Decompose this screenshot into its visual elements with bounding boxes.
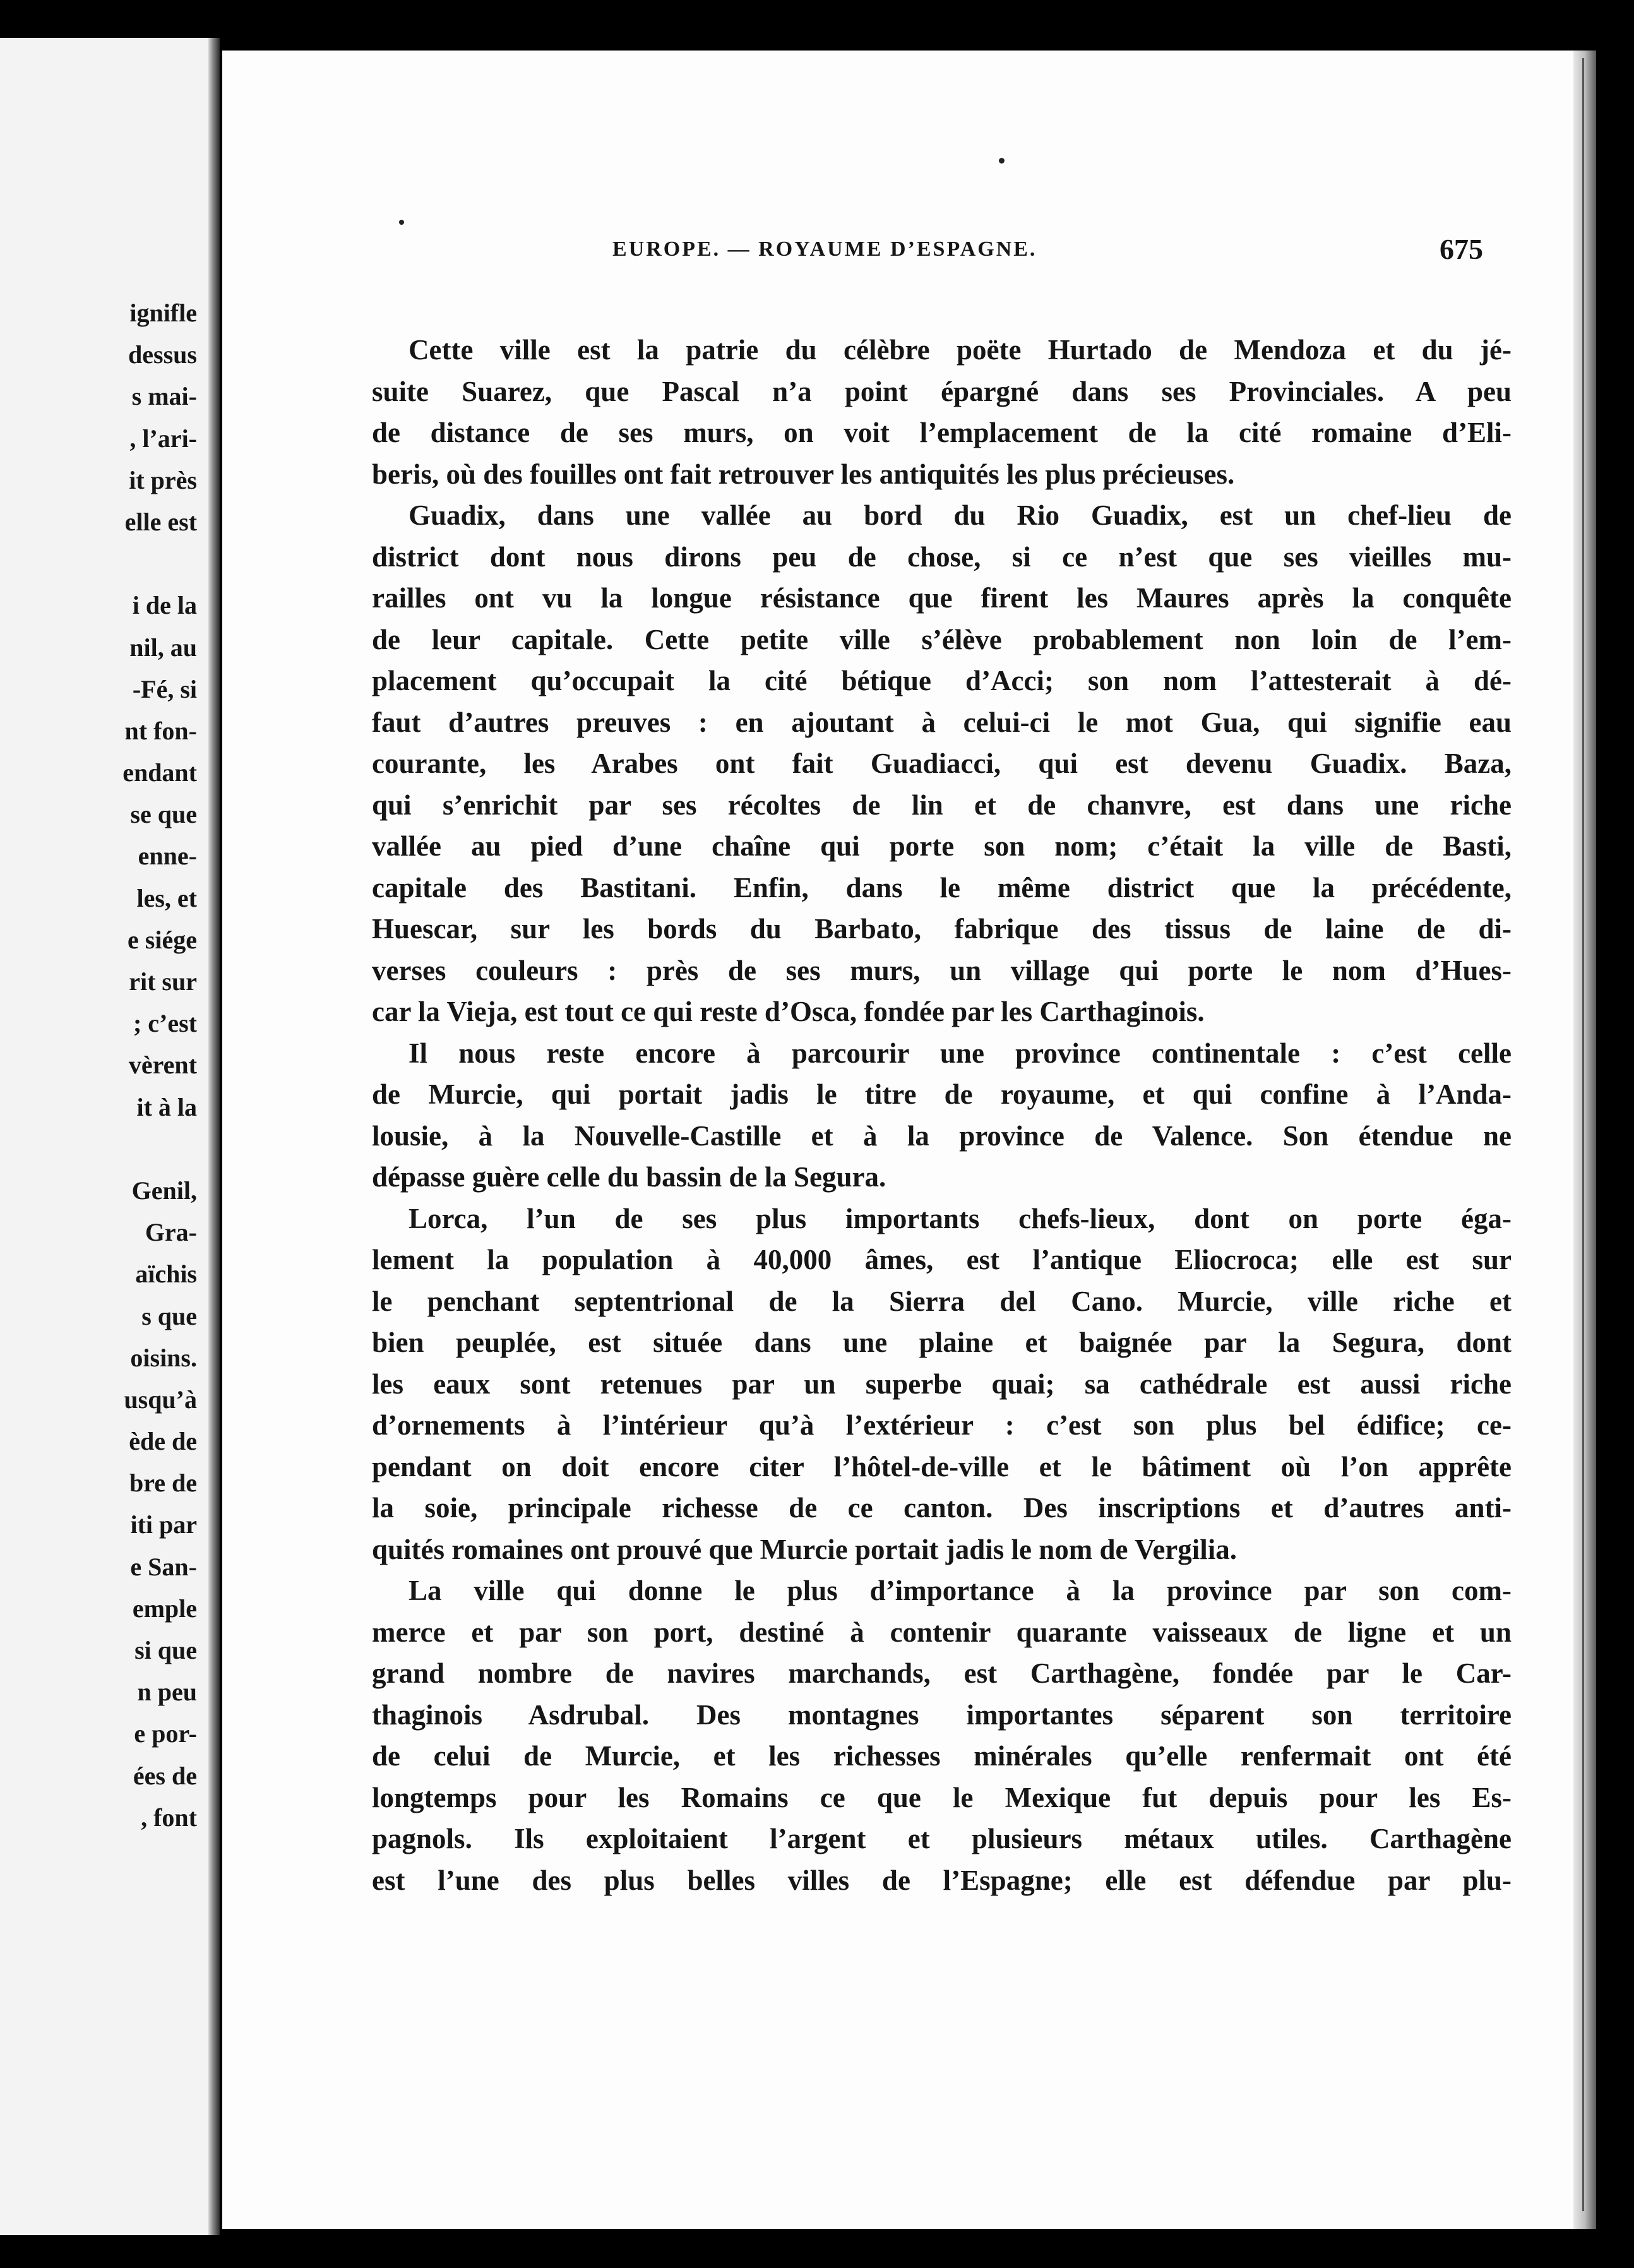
facing-page-line <box>122 543 197 585</box>
text-line: Cette ville est la patrie du célèbre poëte Hurtado de Mendoza et du jé- <box>408 334 1512 366</box>
facing-page-line: si que <box>134 1636 197 1664</box>
facing-page-line: dessus <box>128 340 197 369</box>
text-line: district dont nous dirons peu de chose, si ce n’est que ses vieilles mu- <box>372 540 1512 573</box>
text-line: railles ont vu la longue résistance que firent les Maures après la conquête <box>372 582 1512 614</box>
text-line: verses couleurs : près de ses murs, un village qui porte le nom d’Hues- <box>372 954 1512 986</box>
facing-page-line: bre de <box>129 1469 197 1498</box>
paragraph <box>372 1570 1512 1901</box>
body-text <box>372 330 1512 1901</box>
facing-page-line: endant <box>122 758 197 787</box>
facing-page-line: ées de <box>133 1761 197 1790</box>
facing-page-line: emple <box>132 1594 197 1623</box>
facing-page-line: nt fon- <box>124 716 197 745</box>
facing-page-line: n peu <box>137 1678 197 1707</box>
facing-page-line: rit sur <box>129 967 197 996</box>
paragraph <box>372 1033 1512 1198</box>
facing-page-line: e San- <box>130 1552 197 1581</box>
text-line: thaginois Asdrubal. Des montagnes importantes séparent son territoire <box>372 1698 1512 1731</box>
text-line: placement qu’occupait la cité bétique d’Acci; son nom l’attesterait à dé- <box>372 665 1512 696</box>
facing-page-line: , l’ari- <box>129 424 197 453</box>
text-line: Huescar, sur les bords du Barbato, fabrique des tissus de laine de di- <box>372 913 1512 945</box>
text-line: beris, où des fouilles ont fait retrouver les antiquités les plus précieuses. <box>372 458 1235 490</box>
text-line: car la Vieja, est tout ce qui reste d’Osca, fondée par les Carthaginois. <box>372 996 1205 1027</box>
text-line: La ville qui donne le plus d’importance à la province par son com- <box>408 1575 1512 1606</box>
facing-page-line: , font <box>141 1803 197 1832</box>
text-line: capitale des Bastitani. Enfin, dans le même district que la précédente, <box>372 871 1512 904</box>
text-line: lement la population à 40,000 âmes, est l’antique Eliocroca; elle est sur <box>372 1244 1512 1275</box>
text-line: de Murcie, qui portait jadis le titre de royaume, et qui confine à l’Anda- <box>372 1078 1512 1110</box>
facing-page-line: nil, au <box>129 633 197 662</box>
text-line: d’ornements à l’intérieur qu’à l’extérieur : c’est son plus bel édifice; ce- <box>372 1409 1512 1441</box>
text-line: merce et par son port, destiné à contenir quarante vaisseaux de ligne et un <box>372 1616 1512 1648</box>
facing-page-text-fragments <box>122 292 197 1839</box>
facing-page-line: ède de <box>129 1427 197 1456</box>
facing-page-line: se que <box>130 800 197 829</box>
facing-page-line: Genil, <box>131 1176 197 1205</box>
facing-page-line <box>122 1128 197 1170</box>
facing-page-line: -Fé, si <box>132 674 197 703</box>
facing-page-line: i de la <box>132 591 197 620</box>
paragraph <box>372 495 1512 1033</box>
facing-page-line: s mai- <box>131 382 197 411</box>
facing-page-line: s que <box>141 1301 197 1330</box>
text-line: pendant on doit encore citer l’hôtel-de-ville et le bâtiment où l’on apprête <box>372 1450 1512 1483</box>
facing-page-line: vèrent <box>128 1051 197 1080</box>
ink-speck <box>399 220 404 225</box>
text-line: les eaux sont retenues par un superbe quai; sa cathédrale est aussi riche <box>372 1368 1512 1400</box>
page <box>222 51 1573 2229</box>
text-line: faut d’autres preuves : en ajoutant à celui-ci le mot Gua, qui signifie eau <box>372 706 1512 738</box>
text-line: suite Suarez, que Pascal n’a point épargné dans ses Provinciales. A peu <box>372 375 1512 407</box>
text-line: Il nous reste encore à parcourir une province continentale : c’est celle <box>408 1037 1512 1069</box>
text-line: qui s’enrichit par ses récoltes de lin et de chanvre, est dans une riche <box>372 789 1512 821</box>
paragraph <box>372 1198 1512 1571</box>
text-line: de celui de Murcie, et les richesses minérales qu’elle renfermait ont été <box>372 1740 1512 1772</box>
text-line: grand nombre de navires marchands, est Carthagène, fondée par le Car- <box>372 1657 1512 1689</box>
facing-page-line: it à la <box>136 1092 197 1121</box>
text-line: le penchant septentrional de la Sierra del Cano. Murcie, ville riche et <box>372 1285 1512 1317</box>
facing-page-line: Gra- <box>145 1218 197 1247</box>
text-line: quités romaines ont prouvé que Murcie portait jadis le nom de Vergilia. <box>372 1533 1237 1565</box>
facing-page-line: iti par <box>130 1510 197 1539</box>
facing-page-line: les, et <box>136 883 197 912</box>
text-line: longtemps pour les Romains ce que le Mexique fut depuis pour les Es- <box>372 1781 1512 1813</box>
page-number: 675 <box>1440 233 1483 265</box>
facing-page-line: oisins. <box>130 1343 197 1372</box>
text-line: de distance de ses murs, on voit l’emplacement de la cité romaine d’Eli- <box>372 417 1512 448</box>
facing-page-line: it près <box>129 465 197 494</box>
text-line: de leur capitale. Cette petite ville s’élève probablement non loin de l’em- <box>372 623 1512 655</box>
facing-page-line: usqu’à <box>124 1385 197 1414</box>
facing-page-line: e siége <box>128 925 197 954</box>
book-gutter <box>208 38 220 2235</box>
text-line: bien peuplée, est située dans une plaine et baignée par la Segura, dont <box>372 1327 1512 1358</box>
page-edge-line <box>1582 58 1584 2211</box>
text-line: courante, les Arabes ont fait Guadiacci, qui est devenu Guadix. Baza, <box>372 748 1512 779</box>
facing-page-line: aïchis <box>135 1260 197 1289</box>
text-line: est l’une des plus belles villes de l’Espagne; elle est défendue par plu- <box>372 1864 1512 1896</box>
text-line: vallée au pied d’une chaîne qui porte son nom; c’était la ville de Basti, <box>372 830 1512 862</box>
paragraph <box>372 330 1512 495</box>
text-line: lousie, à la Nouvelle-Castille et à la province de Valence. Son étendue ne <box>372 1119 1512 1152</box>
text-line: pagnols. Ils exploitaient l’argent et plusieurs métaux utiles. Carthagène <box>372 1823 1512 1854</box>
text-line: Guadix, dans une vallée au bord du Rio Guadix, est un chef-lieu de <box>408 499 1512 531</box>
running-head: EUROPE. — ROYAUME D’ESPAGNE. <box>612 237 1037 261</box>
ink-speck <box>999 158 1005 164</box>
page-edge <box>1573 51 1596 2229</box>
facing-page-line: ignifle <box>129 299 197 327</box>
text-line: Lorca, l’un de ses plus importants chefs-lieux, dont on porte éga- <box>408 1202 1512 1234</box>
facing-page-line: enne- <box>138 842 197 871</box>
facing-page-fragment <box>0 38 208 2235</box>
facing-page-line: e por- <box>134 1719 197 1748</box>
text-line: dépasse guère celle du bassin de la Segura. <box>372 1161 886 1193</box>
facing-page-line: elle est <box>124 507 197 536</box>
text-line: la soie, principale richesse de ce canton. Des inscriptions et d’autres anti- <box>372 1492 1512 1524</box>
facing-page-line: ; c’est <box>133 1009 197 1038</box>
